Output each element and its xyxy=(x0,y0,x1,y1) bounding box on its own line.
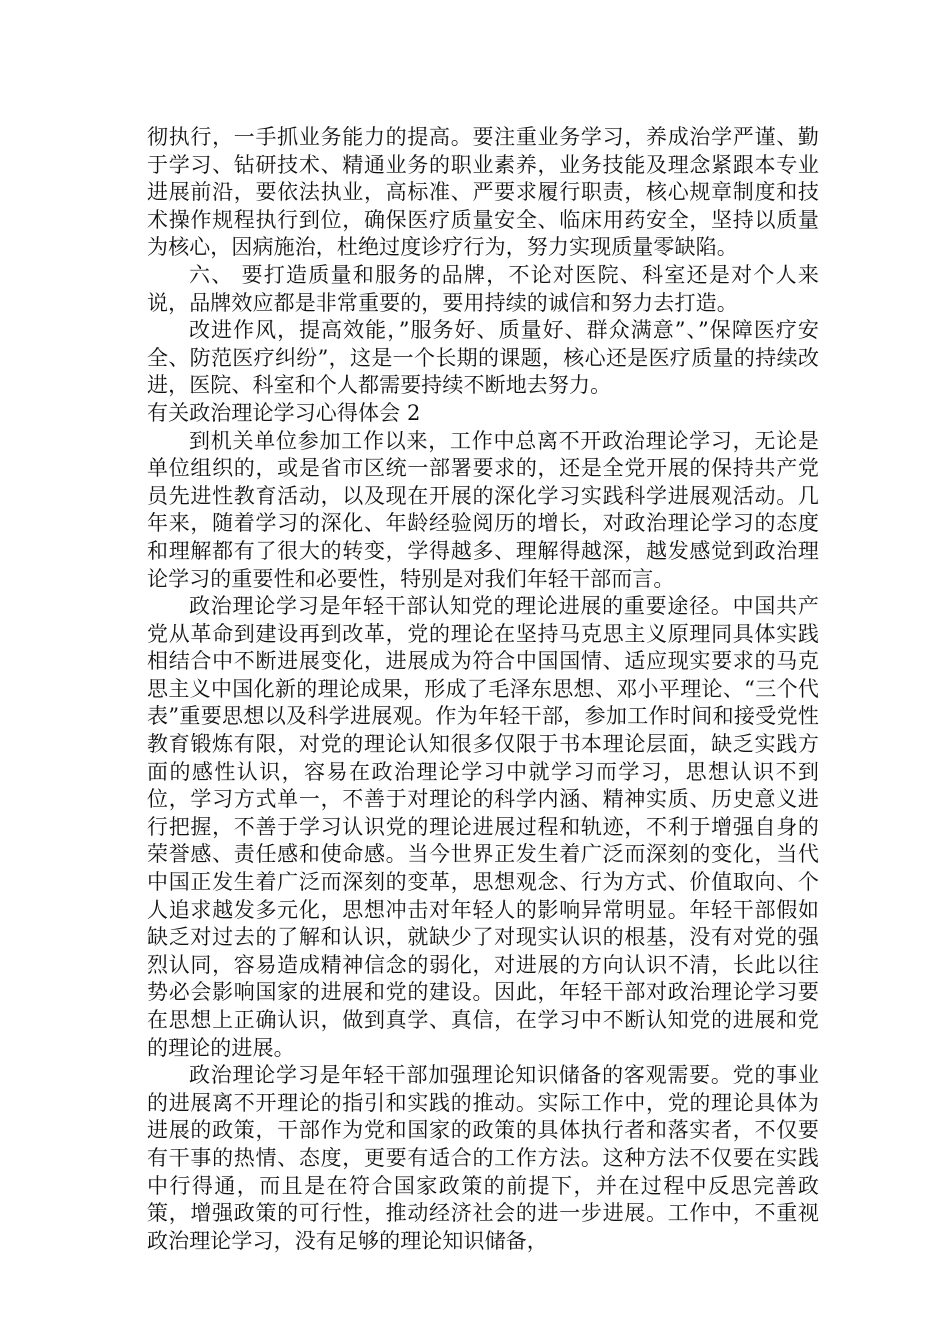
paragraph-3: 改进作风，提高效能，”服务好、质量好、群众满意”、”保障医疗安全、防范医疗纠纷”，这是一个长期的课题，核心还是医疗质量的持续改进，医院、科室和个人都需要持续不断地去努力。 xyxy=(147,318,819,398)
paragraph-1: 彻执行，一手抓业务能力的提高。要注重业务学习，养成治学严谨、勤于学习、钻研技术、精通业务的职业素养，业务技能及理念紧跟本专业进展前沿，要依法执业，高标准、严要求履行职责，核心规章制度和技术操作规程执行到位，确保医疗质量安全、临床用药安全，坚持以质量为核心，因病施治，杜绝过度诊疗行为，努力实现质量零缺陷。 xyxy=(147,125,819,260)
section-heading: 有关政治理论学习心得体会 2 xyxy=(147,400,421,425)
paragraph-6: 政治理论学习是年轻干部加强理论知识储备的客观需要。党的事业的进展离不开理论的指引和实践的推动。实际工作中，党的理论具体为进展的政策，干部作为党和国家的政策的具体执行者和落实者，不仅要有干事的热情、态度，更要有适合的工作方法。这种方法不仅要在实践中行得通，而且是在符合国家政策的前提下，并在过程中反思完善政策，增强政策的可行性，推动经济社会的进一步进展。工作中，不重视政治理论学习，没有足够的理论知识储备， xyxy=(147,1063,819,1253)
document-page xyxy=(147,124,819,1255)
paragraph-2: 六、 要打造质量和服务的品牌，不论对医院、科室还是对个人来说，品牌效应都是非常重要的，要用持续的诚信和努力去打造。 xyxy=(147,262,819,315)
paragraph-5: 政治理论学习是年轻干部认知党的理论进展的重要途径。中国共产党从革命到建设再到改革，党的理论在坚持马克思主义原理同具体实践相结合中不断进展变化，进展成为符合中国国情、适应现实要求的马克思主义中国化新的理论成果，形成了毛泽东思想、邓小平理论、“三个代表”重要思想以及科学进展观。作为年轻干部，参加工作时间和接受党性教育锻炼有限，对党的理论认知很多仅限于书本理论层面，缺乏实践方面的感性认识，容易在政治理论学习中就学习而学习，思想认识不到位，学习方式单一，不善于对理论的科学内涵、精神实质、历史意义进行把握，不善于学习认识党的理论进展过程和轨迹，不利于增强自身的荣誉感、责任感和使命感。当今世界正发生着广泛而深刻的变化，当代中国正发生着广泛而深刻的变革，思想观念、行为方式、价值取向、个人追求越发多元化，思想冲击对年轻人的影响异常明显。年轻干部假如缺乏对过去的了解和认识，就缺少了对现实认识的根基，没有对党的强烈认同，容易造成精神信念的弱化，对进展的方向认识不清，长此以往势必会影响国家的进展和党的建设。因此，年轻干部对政治理论学习要在思想上正确认识，做到真学、真信，在学习中不断认知党的进展和党的理论的进展。 xyxy=(147,594,819,1060)
paragraph-4: 到机关单位参加工作以来，工作中总离不开政治理论学习，无论是单位组织的，或是省市区统一部署要求的，还是全党开展的保持共产党员先进性教育活动，以及现在开展的深化学习实践科学进展观活动。几年来，随着学习的深化、年龄经验阅历的增长，对政治理论学习的态度和理解都有了很大的转变，学得越多、理解得越深，越发感觉到政治理论学习的重要性和必要性，特别是对我们年轻干部而言。 xyxy=(147,428,819,591)
